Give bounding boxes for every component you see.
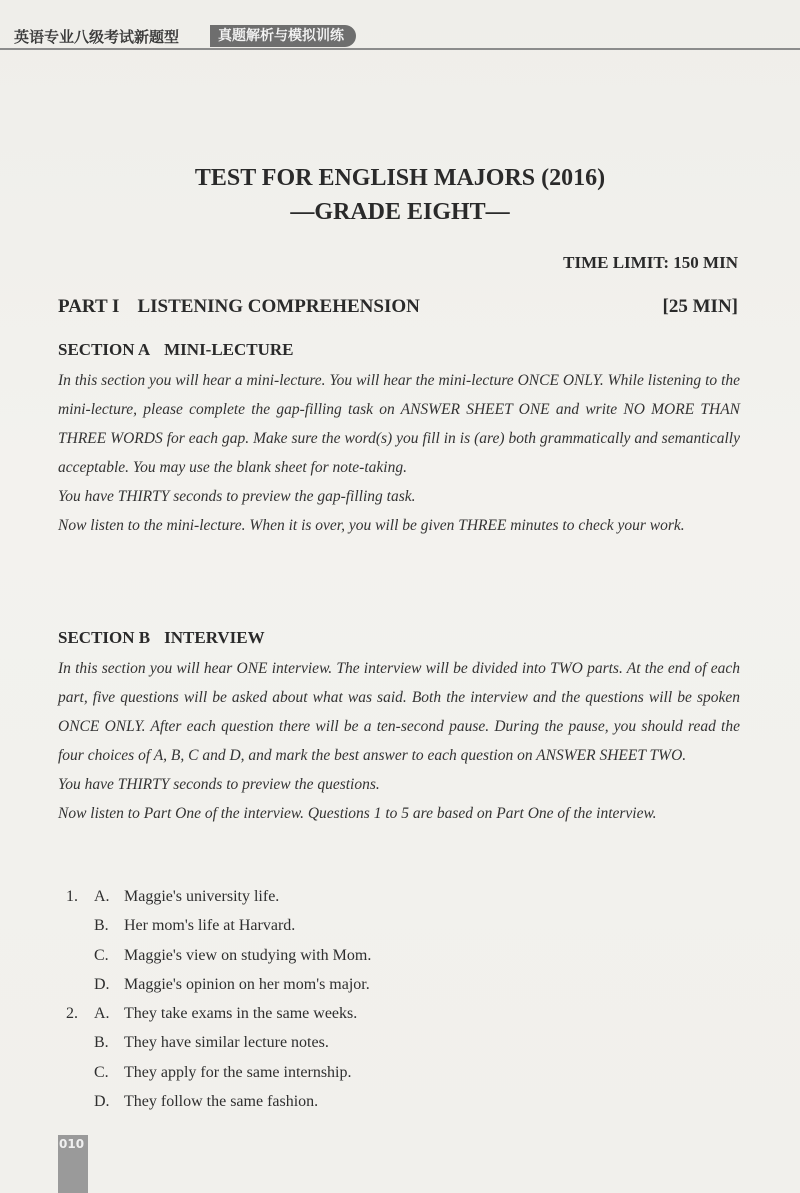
option-letter: B.: [94, 1034, 109, 1052]
option-letter: B.: [94, 917, 109, 935]
test-subtitle: —GRADE EIGHT—: [290, 199, 510, 225]
option-letter: C.: [94, 1063, 109, 1081]
option-text: They have similar lecture notes.: [124, 1034, 329, 1052]
part-number: PART I: [58, 296, 120, 317]
section-b-paragraph: In this section you will hear ONE interview. The interview will be divided into TWO parts. At the end of each part, five questions will be asked about what was said. Both the interview and the questions will be spoken ONCE ONLY. After each question there will be a ten-second pause. During the pause, you should read the four choices of A, B, C and D, and mark the best answer to each question on ANSWER SHEET TWO.: [58, 660, 740, 764]
question-option: [58, 941, 738, 970]
option-letter: A.: [94, 1005, 110, 1023]
section-b-number: SECTION B: [58, 628, 151, 647]
section-a-instructions: [58, 366, 740, 540]
section-a-number: SECTION A: [58, 340, 151, 359]
question-option: [58, 1058, 738, 1087]
option-text: Maggie's university life.: [124, 888, 280, 905]
question-option: [58, 1028, 738, 1057]
time-limit: TIME LIMIT: 150 MIN: [563, 253, 738, 272]
option-letter: A.: [94, 888, 110, 905]
option-text: Maggie's opinion on her mom's major.: [124, 975, 370, 993]
section-b-heading: [58, 628, 265, 648]
section-b-paragraph: You have THIRTY seconds to preview the questions.: [58, 776, 380, 793]
section-a-name: MINI-LECTURE: [164, 340, 294, 359]
question-option: [58, 1087, 738, 1116]
option-text: They follow the same fashion.: [124, 1093, 319, 1111]
option-letter: D.: [94, 975, 110, 993]
option-letter: D.: [94, 1093, 110, 1111]
option-text: They apply for the same internship.: [124, 1063, 352, 1081]
section-b-instructions: [58, 654, 740, 828]
book-subtitle-badge: 真题解析与模拟训练: [210, 25, 356, 47]
section-a-paragraph: You have THIRTY seconds to preview the gap-filling task.: [58, 488, 416, 505]
header-divider: [0, 48, 800, 50]
section-a-paragraph: Now listen to the mini-lecture. When it is over, you will be given THREE minutes to check your work.: [58, 517, 685, 534]
section-a-heading: [58, 340, 294, 360]
option-text: Maggie's view on studying with Mom.: [124, 946, 372, 964]
part-name: LISTENING COMPREHENSION: [137, 296, 420, 317]
test-title: TEST FOR ENGLISH MAJORS (2016): [194, 165, 606, 191]
question-list: [58, 882, 738, 1116]
part-heading: [58, 296, 738, 318]
question-option: [58, 970, 738, 999]
option-text: They take exams in the same weeks.: [124, 1005, 358, 1023]
option-letter: C.: [94, 946, 109, 964]
question-number: 1.: [66, 888, 78, 905]
option-text: Her mom's life at Harvard.: [124, 917, 296, 935]
section-b-name: INTERVIEW: [164, 628, 265, 647]
question-option: [58, 999, 738, 1028]
part-time: [25 MIN]: [662, 296, 738, 317]
book-title: 英语专业八级考试新题型: [14, 28, 180, 46]
section-a-paragraph: In this section you will hear a mini-lecture. You will hear the mini-lecture ONCE ONLY. While listening to the mini-lecture, please complete the gap-filling task on ANSWER SHEET ONE and write NO MORE THAN THREE WORDS for each gap. Make sure the word(s) you fill in is (are) both grammatically and semantically acceptable. You may use the blank sheet for note-taking.: [58, 372, 740, 476]
question-option: [58, 882, 738, 911]
page-number: 010: [59, 1137, 85, 1151]
question-number: 2.: [66, 1005, 78, 1023]
section-b-paragraph: Now listen to Part One of the interview. Questions 1 to 5 are based on Part One of the interview.: [58, 805, 657, 822]
page-number-tab: [58, 1135, 88, 1193]
question-option: [58, 911, 738, 940]
